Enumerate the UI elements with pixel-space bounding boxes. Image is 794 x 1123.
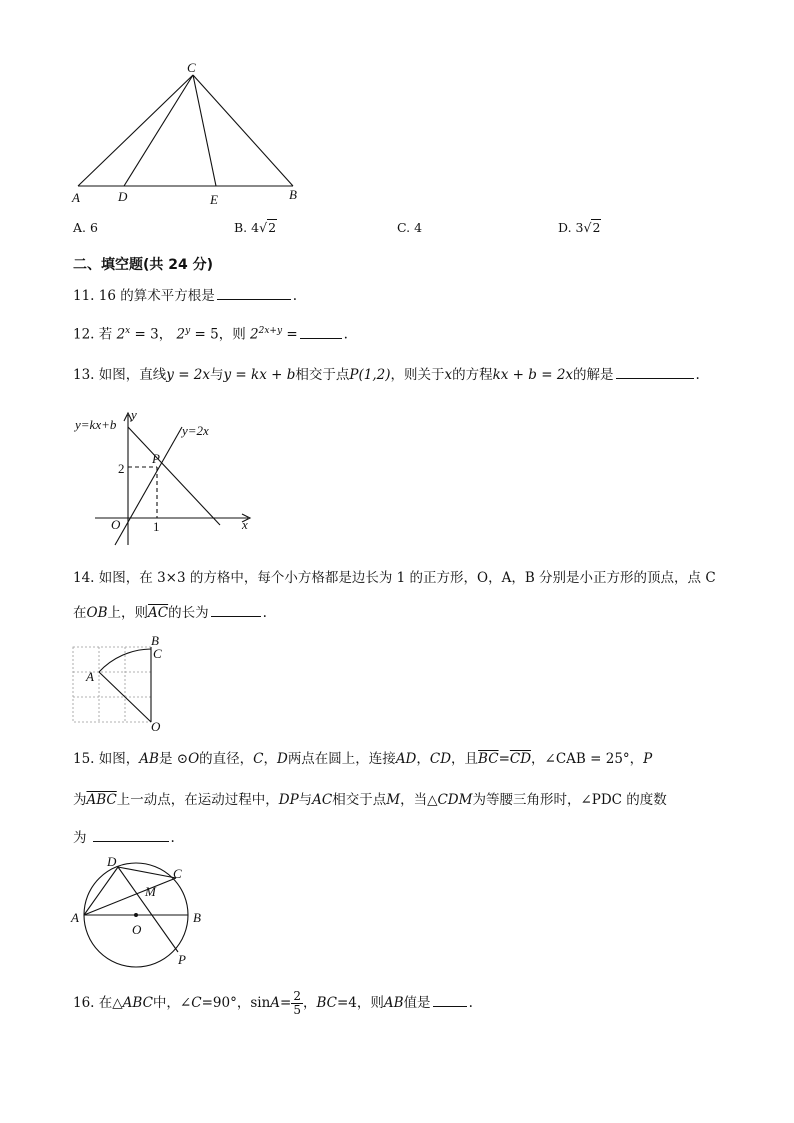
option-letter: B. <box>234 220 248 235</box>
question-14-line2: 在OB上，则$\overline{AC}$的长为 . <box>73 605 267 621</box>
label-m: M <box>145 884 156 899</box>
question-number: 13. <box>73 367 95 383</box>
option-value: 6 <box>90 220 98 235</box>
option-a <box>73 219 98 237</box>
option-c <box>397 219 422 237</box>
label-y-axis: y <box>131 407 137 422</box>
question-number: 15. <box>73 751 95 767</box>
option-value: 4 <box>414 220 423 235</box>
label-c: C <box>173 866 182 881</box>
label-2x: y=2x <box>182 423 209 438</box>
answer-blank[interactable] <box>616 366 694 379</box>
question-number: 11. <box>73 288 95 304</box>
fraction: $\frac{2}{5}$ <box>293 989 301 1017</box>
label-e: E <box>210 192 218 207</box>
label-p: P <box>152 451 160 466</box>
question-14-line1: 14. 如图，在 3×3 的方格中，每个小方格都是边长为 1 的正方形，O，A，B 分别是小正方形的顶点，点 C <box>73 570 716 586</box>
label-b: B <box>289 187 297 202</box>
section-title: 二、填空题(共 24 分) <box>73 257 214 273</box>
option-letter: D. <box>558 220 572 235</box>
question-15-line3: 为 . <box>73 830 175 846</box>
question-12: 12. 若 2$^x$ = 3， 2$^y$ = 5，则 $2^{2x+y}$ = . <box>73 326 348 343</box>
label-a: A <box>86 669 94 684</box>
label-1: 1 <box>153 519 160 534</box>
label-o: O <box>151 719 161 734</box>
option-d <box>558 219 601 237</box>
sqrt-sign: √2 <box>583 220 601 235</box>
option-letter: A. <box>73 220 87 235</box>
answer-blank[interactable] <box>211 604 261 617</box>
fig-grid-arc <box>65 635 175 735</box>
label-b: B <box>193 910 201 925</box>
option-letter: C. <box>397 220 411 235</box>
question-number: 14. <box>73 570 95 586</box>
fig-circle <box>66 852 216 972</box>
label-o: O <box>111 517 121 532</box>
question-15-line2: 为$\overline{ABC}$上一动点，在运动过程中，DP与AC相交于点M，当△CDM为等腰三角形时，∠PDC 的度数 <box>73 792 667 808</box>
label-kx-b: y=kx+b <box>75 417 117 432</box>
question-number: 12. <box>73 326 95 343</box>
fig-triangle-abc <box>60 60 320 210</box>
option-value: 3 <box>575 220 584 235</box>
label-a: A <box>72 190 80 205</box>
fig-line-graph <box>70 405 260 550</box>
label-2: 2 <box>118 461 125 476</box>
question-16: 16. 在△ABC中，∠C=90°，sinA= $\frac{2}{5}$ ，BC=4，则AB值是 . <box>73 989 473 1017</box>
answer-blank[interactable] <box>300 326 342 339</box>
question-13: 13. 如图，直线y = 2x与y = kx + b相交于点P(1,2)，则关于x的方程kx + b = 2x的解是 . <box>73 367 700 383</box>
question-15-line1: 15. 如图，AB是 ⊙O的直径，C，D两点在圆上，连接AD，CD，且$\overline{BC}=\overline{CD}$，∠CAB = 25°，P <box>73 751 653 767</box>
option-value: 4 <box>251 220 260 235</box>
label-d: D <box>107 854 117 869</box>
question-text: 16 的算术平方根是 <box>98 288 215 304</box>
question-11: 11. 16 的算术平方根是 . <box>73 288 298 304</box>
label-d: D <box>118 189 128 204</box>
answer-blank[interactable] <box>93 829 169 842</box>
label-x-axis: x <box>242 517 248 532</box>
label-p: P <box>178 952 186 967</box>
label-c: C <box>153 646 162 661</box>
label-o: O <box>132 922 142 937</box>
option-b <box>234 219 277 237</box>
label-a: A <box>71 910 79 925</box>
question-number: 16. <box>73 995 95 1011</box>
label-c: C <box>187 60 196 75</box>
answer-blank[interactable] <box>433 994 467 1007</box>
label-b: B <box>151 635 159 648</box>
answer-blank[interactable] <box>217 287 291 300</box>
sqrt-sign: √2 <box>259 220 277 235</box>
